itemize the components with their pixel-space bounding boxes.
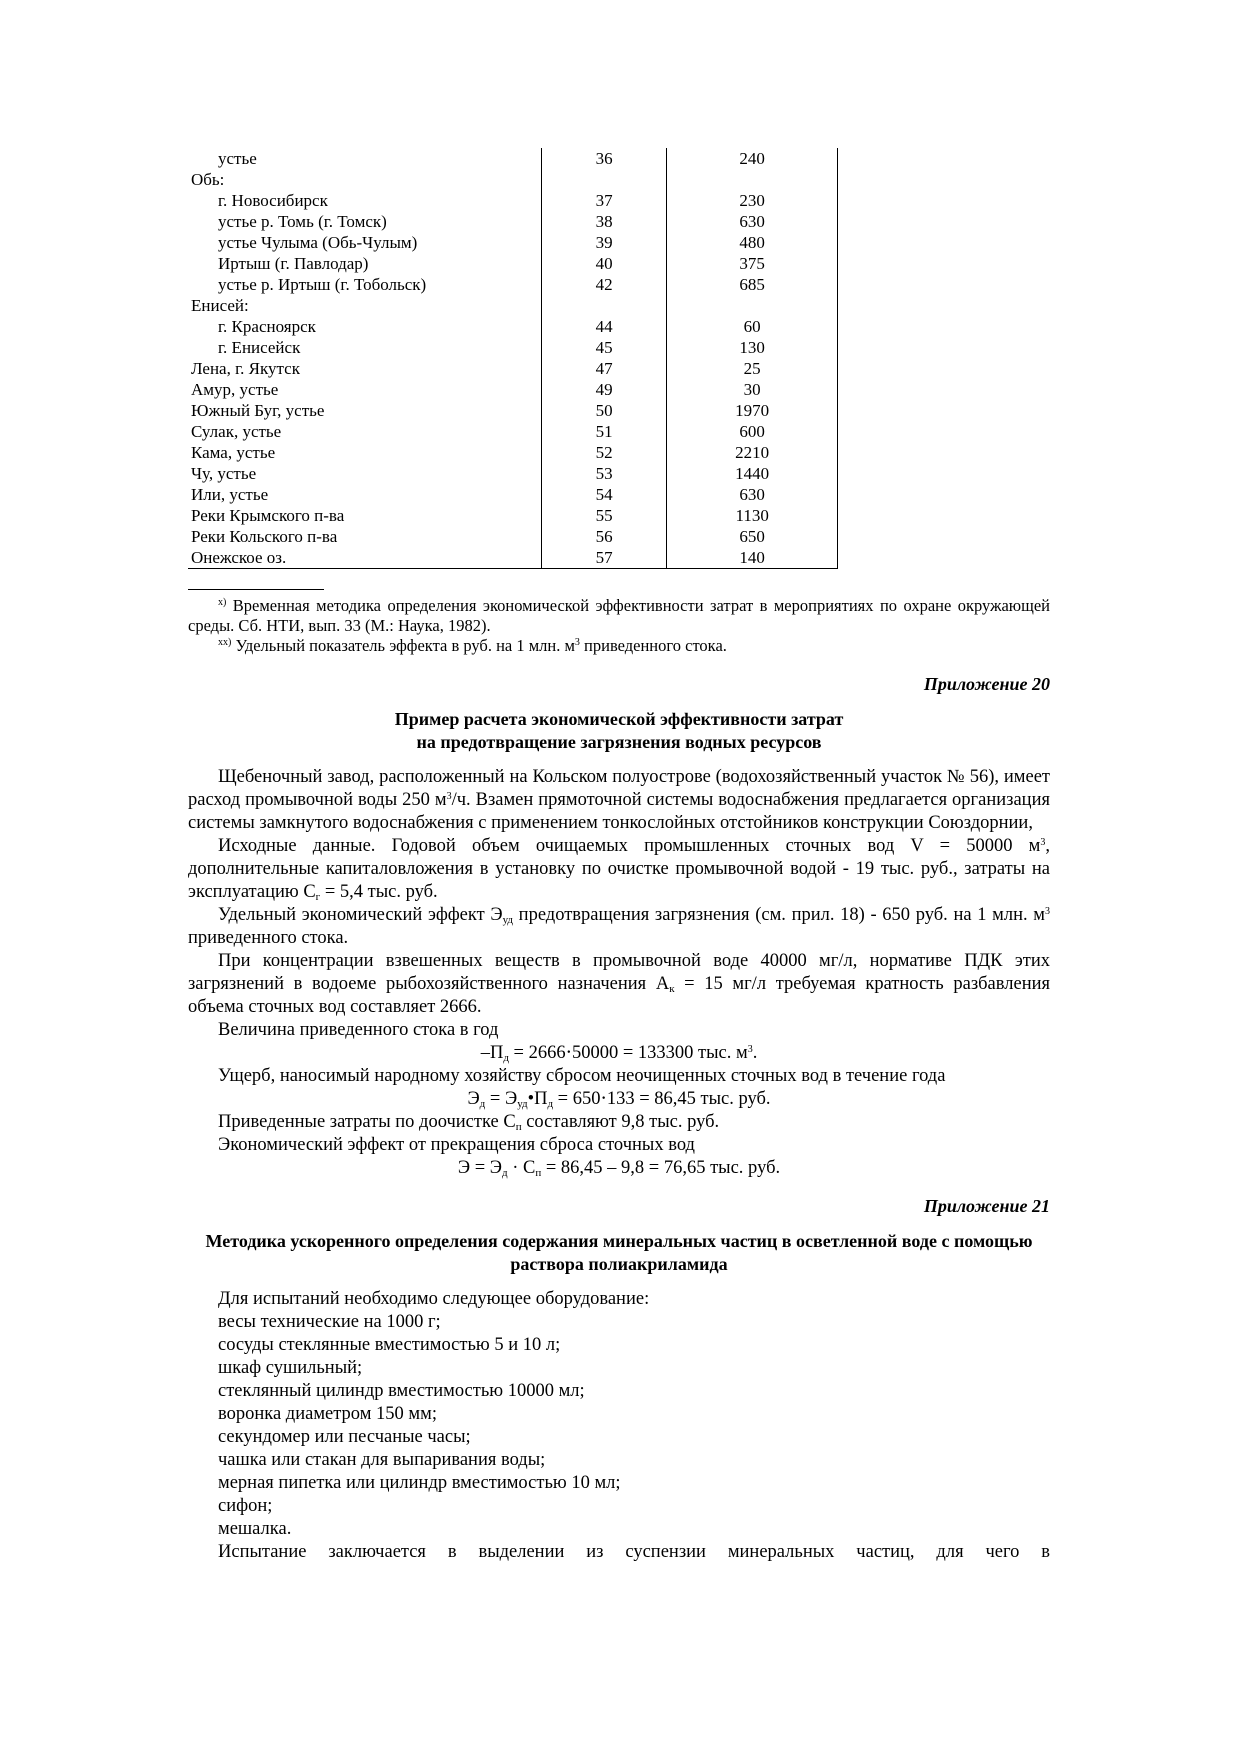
cell-name: устье р. Иртыш (г. Тобольск) [188,274,542,295]
cell-name: Сулак, устье [188,421,542,442]
paragraph [188,835,1050,904]
text: составляют 9,8 тыс. руб. [521,1112,720,1132]
text: Исходные данные. Годовой объем очищаемых промышленных сточных вод V = 50000 м [218,836,1041,856]
footnote-2 [188,636,1050,656]
list-item: сифон; [218,1496,273,1516]
cell-value [667,295,838,316]
footnote-1-mark: х) [218,597,227,608]
cell-value: 140 [667,547,838,569]
footnote-2-text-end: приведенного стока. [579,636,727,655]
cell-section-number: 47 [542,358,667,379]
appendix-20-label: Приложение 20 [923,674,1050,694]
text: = 2666⋅50000 = 133300 тыс. м [508,1043,748,1063]
text: Э = Э [457,1158,502,1178]
table-row [188,190,838,211]
cell-section-number: 52 [542,442,667,463]
cell-value: 25 [667,358,838,379]
text: Э [467,1089,480,1109]
sub: уд [517,1098,528,1110]
table-row [188,211,838,232]
text: , дополнительные капиталовложения в установку по очистке промывочной водой - 19 тыс. руб., затраты на эксплуатацию С [188,836,1050,902]
table-row [188,358,838,379]
sub: д [501,1167,508,1179]
cell-section-number: 44 [542,316,667,337]
footnotes [188,596,1050,656]
cell-value: 600 [667,421,838,442]
sub: п [535,1167,542,1179]
cell-name: Амур, устье [188,379,542,400]
table-row [188,400,838,421]
text: . [752,1043,758,1063]
list-item: мерная пипетка или цилиндр вместимостью 10 мл; [218,1473,621,1493]
cell-value: 630 [667,484,838,505]
cell-value: 650 [667,526,838,547]
text: = 86,45 – 9,8 = 76,65 тыс. руб. [541,1158,781,1178]
cell-name: устье р. Томь (г. Томск) [188,211,542,232]
text: = 15 мг/л требуемая кратность разбавления объема сточных вод составляет 2666. [188,974,1050,1017]
footnote-2-sup: 3 [574,637,580,648]
table-row [188,505,838,526]
list-item: сосуды стеклянные вместимостью 5 и 10 л; [218,1335,561,1355]
text: Щебеночный завод, расположенный на Кольском полуострове (водохозяйственный участок № 56), имеет расход промывочной воды 250 м [188,767,1050,810]
cell-value: 375 [667,253,838,274]
sub: д [547,1098,554,1110]
table-row [188,526,838,547]
rivers-table [188,148,838,569]
table-row [188,253,838,274]
text: –П [480,1043,504,1063]
cell-section-number: 57 [542,547,667,569]
sub: д [503,1052,509,1064]
cell-name: Реки Кольского п-ва [188,526,542,547]
rivers-table-body [188,148,838,569]
paragraph [188,766,1050,835]
equipment-list [188,1311,1050,1541]
table-row [188,337,838,358]
sup: 3 [446,791,452,802]
table-row [188,274,838,295]
cell-section-number [542,295,667,316]
list-item: воронка диаметром 150 мм; [218,1404,437,1424]
cell-value: 1970 [667,400,838,421]
document-page [188,148,1050,1564]
sub: уд [502,914,514,926]
text: При концентрации взвешенных веществ в промывочной воде 40000 мг/л, нормативе ПДК этих загрязнений в водоеме рыбохозяйственного назначения А [188,951,1050,994]
text: предотвращения загрязнения (см. прил. 18) - 650 руб. на 1 млн. м [513,905,1045,925]
footnote-1 [188,596,1050,636]
table-row [188,463,838,484]
appendix-20-body [188,766,1050,1180]
paragraph [188,950,1050,1019]
list-item: мешалка. [218,1519,292,1539]
table-row [188,169,838,190]
sup: 3 [1040,837,1046,848]
cell-value: 685 [667,274,838,295]
paragraph: Величина приведенного стока в год [218,1020,499,1040]
cell-value: 1440 [667,463,838,484]
text: · С [507,1158,536,1178]
cell-name: Или, устье [188,484,542,505]
formula-1 [188,1042,1050,1065]
table-row [188,148,838,169]
cell-section-number: 54 [542,484,667,505]
cell-section-number: 39 [542,232,667,253]
cell-section-number: 53 [542,463,667,484]
cell-value: 2210 [667,442,838,463]
cell-section-number: 42 [542,274,667,295]
cell-name: Реки Крымского п-ва [188,505,542,526]
cell-name: устье Чулыма (Обь-Чулым) [188,232,542,253]
cell-name: Иртыш (г. Павлодар) [188,253,542,274]
cell-section-number: 49 [542,379,667,400]
cell-section-number: 51 [542,421,667,442]
list-item: весы технические на 1000 г; [218,1312,441,1332]
list-item: стеклянный цилиндр вместимостью 10000 мл; [218,1381,585,1401]
paragraph: Испытание заключается в выделении из суспензии минеральных частиц, для чего в [218,1542,1050,1562]
sup: 3 [747,1044,753,1055]
cell-name: г. Красноярск [188,316,542,337]
table-row [188,484,838,505]
cell-section-number: 56 [542,526,667,547]
appendix-20-title-line2: на предотвращение загрязнения водных ресурсов [416,732,822,752]
appendix-20-title-line1: Пример расчета экономической эффективности затрат [394,709,844,729]
cell-section-number: 40 [542,253,667,274]
appendix-21-body [188,1288,1050,1564]
sub: п [515,1121,522,1133]
text: = Э [485,1089,518,1109]
table-row [188,232,838,253]
cell-name: Лена, г. Якутск [188,358,542,379]
text: приведенного стока. [188,928,349,948]
list-item: чашка или стакан для выпаривания воды; [218,1450,546,1470]
footnote-rule [188,589,324,590]
paragraph: Ущерб, наносимый народному хозяйству сбросом неочищенных сточных вод в течение года [218,1066,946,1086]
cell-section-number: 50 [542,400,667,421]
cell-section-number: 45 [542,337,667,358]
formula-2 [188,1088,1050,1111]
cell-value: 60 [667,316,838,337]
table-row [188,379,838,400]
cell-name: Южный Буг, устье [188,400,542,421]
appendix-20-title [188,708,1050,754]
cell-name: Онежское оз. [188,547,542,569]
cell-value: 30 [667,379,838,400]
appendix-21-label: Приложение 21 [923,1196,1050,1216]
cell-section-number: 36 [542,148,667,169]
sup: 3 [1045,906,1050,917]
text: = 5,4 тыс. руб. [320,882,438,902]
cell-section-number [542,169,667,190]
paragraph: Для испытаний необходимо следующее оборудование: [218,1289,650,1309]
cell-name: Чу, устье [188,463,542,484]
paragraph: Экономический эффект от прекращения сброса сточных вод [218,1135,695,1155]
cell-section-number: 55 [542,505,667,526]
cell-value: 1130 [667,505,838,526]
table-row [188,421,838,442]
footnote-2-mark: хх) [218,637,232,648]
list-item: шкаф сушильный; [218,1358,363,1378]
text: Приведенные затраты по доочистке С [218,1112,516,1132]
sub: г [315,891,321,903]
cell-section-number: 38 [542,211,667,232]
appendix-21-title: Методика ускоренного определения содержания минеральных частиц в осветленной воде с помощью раствора полиакриламида [205,1231,1033,1274]
formula-3 [188,1157,1050,1180]
table-row [188,316,838,337]
cell-name: Енисей: [188,295,542,316]
cell-value: 240 [667,148,838,169]
cell-name: г. Новосибирск [188,190,542,211]
cell-value: 230 [667,190,838,211]
text: = 650⋅133 = 86,45 тыс. руб. [553,1089,771,1109]
footnote-2-text: Удельный показатель эффекта в руб. на 1 млн. м [231,636,575,655]
sub: к [669,983,675,995]
list-item: секундомер или песчаные часы; [218,1427,471,1447]
table-row [188,442,838,463]
text: •П [527,1089,548,1109]
cell-name: устье [188,148,542,169]
paragraph [188,1111,1050,1134]
cell-section-number: 37 [542,190,667,211]
footnote-1-text: Временная методика определения экономической эффективности затрат в мероприятиях по охране окружающей среды. Сб. НТИ, вып. 33 (М.: Наука, 1982). [188,596,1050,635]
table-row [188,295,838,316]
table-row [188,547,838,569]
paragraph [188,904,1050,950]
cell-value: 130 [667,337,838,358]
text: Удельный экономический эффект Э [218,905,503,925]
cell-name: г. Енисейск [188,337,542,358]
cell-value [667,169,838,190]
cell-name: Обь: [188,169,542,190]
cell-value: 630 [667,211,838,232]
cell-value: 480 [667,232,838,253]
sub: д [479,1098,486,1110]
cell-name: Кама, устье [188,442,542,463]
text: /ч. Взамен прямоточной системы водоснабжения предлагается организация системы замкнутого водоснабжения с применением тонкослойных отстойников конструкции Союздорнии, [188,790,1050,833]
